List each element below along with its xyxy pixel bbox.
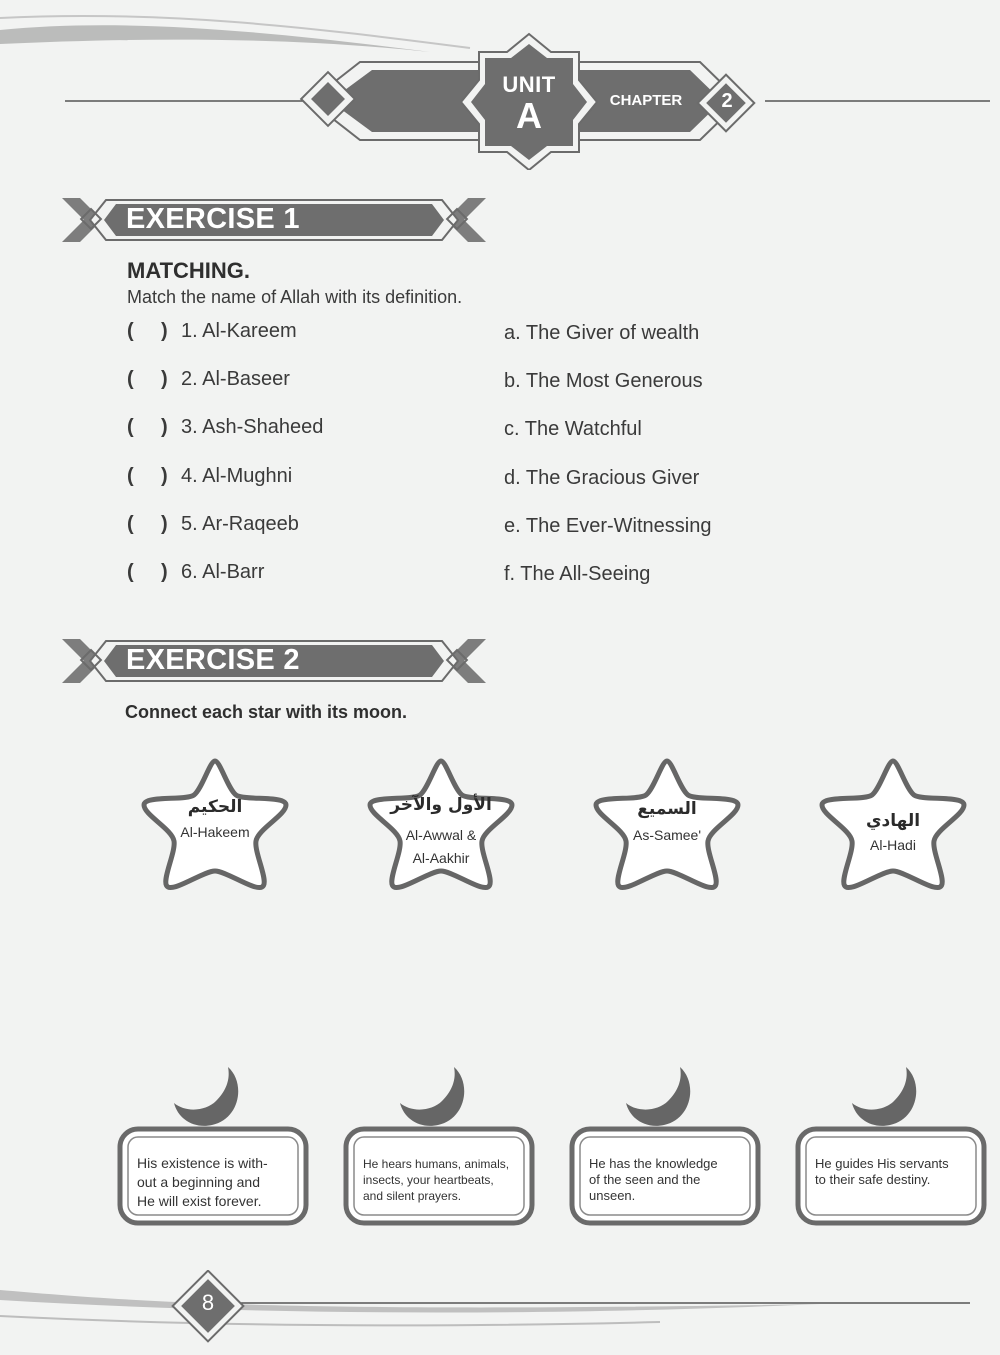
moon-definition-box[interactable] <box>117 1126 309 1226</box>
unit-letter: A <box>516 95 542 136</box>
matching-name: 4. Al-Mughni <box>181 465 293 487</box>
star-icon <box>366 755 516 890</box>
answer-blank-open[interactable]: ( <box>127 368 134 390</box>
moon-definition-box[interactable] <box>343 1126 535 1226</box>
matching-definition: b. The Most Generous <box>504 370 703 392</box>
star-card[interactable] <box>818 755 968 890</box>
star-card[interactable] <box>366 755 516 890</box>
answer-blank-open[interactable]: ( <box>127 320 134 342</box>
definition-text <box>363 1156 521 1204</box>
star-english-name: Al-Hakeem <box>180 824 250 840</box>
definition-line: unseen. <box>589 1188 636 1203</box>
definition-text <box>137 1154 295 1211</box>
matching-row <box>127 561 847 591</box>
chapter-label: CHAPTER <box>609 92 683 109</box>
matching-name: 5. Ar-Raqeeb <box>181 513 299 535</box>
answer-blank-open[interactable]: ( <box>127 465 134 487</box>
matching-row <box>127 465 847 495</box>
matching-instruction: Match the name of Allah with its definition. <box>127 287 463 307</box>
crescent-moon-icon <box>172 1061 242 1131</box>
crescent-moon-icon <box>398 1061 468 1131</box>
matching-row <box>127 416 847 446</box>
star-card[interactable] <box>592 755 742 890</box>
answer-blank-close: ) <box>161 320 168 342</box>
answer-blank-close: ) <box>161 465 168 487</box>
matching-heading: MATCHING. <box>127 258 251 283</box>
matching-definition: d. The Gracious Giver <box>504 467 700 489</box>
answer-blank-open[interactable]: ( <box>127 513 134 535</box>
definition-text <box>815 1156 973 1188</box>
star-arabic-name: السميع <box>637 799 697 819</box>
moon-definition-box[interactable] <box>569 1126 761 1226</box>
exercise-2-title: EXERCISE 2 <box>126 644 300 676</box>
star-arabic-name: الأول والآخر <box>390 795 492 815</box>
answer-blank-close: ) <box>161 368 168 390</box>
definition-line: He guides His servants <box>815 1156 949 1171</box>
definition-line: out a beginning and <box>137 1174 260 1190</box>
matching-name: 1. Al-Kareem <box>181 320 297 342</box>
crescent-moon-icon <box>850 1061 920 1131</box>
star-icon <box>592 755 742 890</box>
star-english-name: Al-Aakhir <box>412 850 470 866</box>
definition-line: and silent prayers. <box>363 1189 462 1203</box>
star-english-name: As-Samee' <box>632 827 702 843</box>
answer-blank-open[interactable]: ( <box>127 561 134 583</box>
definition-line: to their safe destiny. <box>815 1172 931 1187</box>
exercise-1-title: EXERCISE 1 <box>126 203 300 235</box>
definition-line: He has the knowledge <box>589 1156 718 1171</box>
chapter-number: 2 <box>721 90 733 112</box>
footer-ornament <box>0 1270 1000 1355</box>
star-card[interactable] <box>140 755 290 890</box>
matching-name: 3. Ash-Shaheed <box>181 416 324 438</box>
definition-text <box>589 1156 747 1204</box>
definition-line: He will exist forever. <box>137 1193 262 1209</box>
answer-blank-close: ) <box>161 416 168 438</box>
answer-blank-close: ) <box>161 561 168 583</box>
matching-definition: e. The Ever-Witnessing <box>504 515 712 537</box>
unit-label: UNIT <box>502 72 556 97</box>
matching-name: 2. Al-Baseer <box>181 368 290 390</box>
matching-row <box>127 513 847 543</box>
matching-row <box>127 368 847 398</box>
crescent-moon-icon <box>624 1061 694 1131</box>
matching-name: 6. Al-Barr <box>181 561 265 583</box>
definition-line: of the seen and the <box>589 1172 701 1187</box>
star-english-name: Al-Awwal & <box>405 827 477 843</box>
definition-line: He hears humans, animals, <box>363 1157 510 1171</box>
matching-row <box>127 320 847 350</box>
matching-definition: f. The All-Seeing <box>504 563 651 585</box>
matching-definition: c. The Watchful <box>504 418 642 440</box>
matching-definition: a. The Giver of wealth <box>504 322 700 344</box>
page-number: 8 <box>201 1290 215 1315</box>
star-english-name: Al-Hadi <box>870 837 916 853</box>
definition-line: insects, your heartbeats, <box>363 1173 494 1187</box>
star-arabic-name: الحكيم <box>187 797 243 817</box>
answer-blank-close: ) <box>161 513 168 535</box>
star-arabic-name: الهادي <box>865 811 921 831</box>
connect-instruction: Connect each star with its moon. <box>125 702 408 722</box>
answer-blank-open[interactable]: ( <box>127 416 134 438</box>
definition-line: His existence is with- <box>137 1155 268 1171</box>
moon-definition-box[interactable] <box>795 1126 987 1226</box>
